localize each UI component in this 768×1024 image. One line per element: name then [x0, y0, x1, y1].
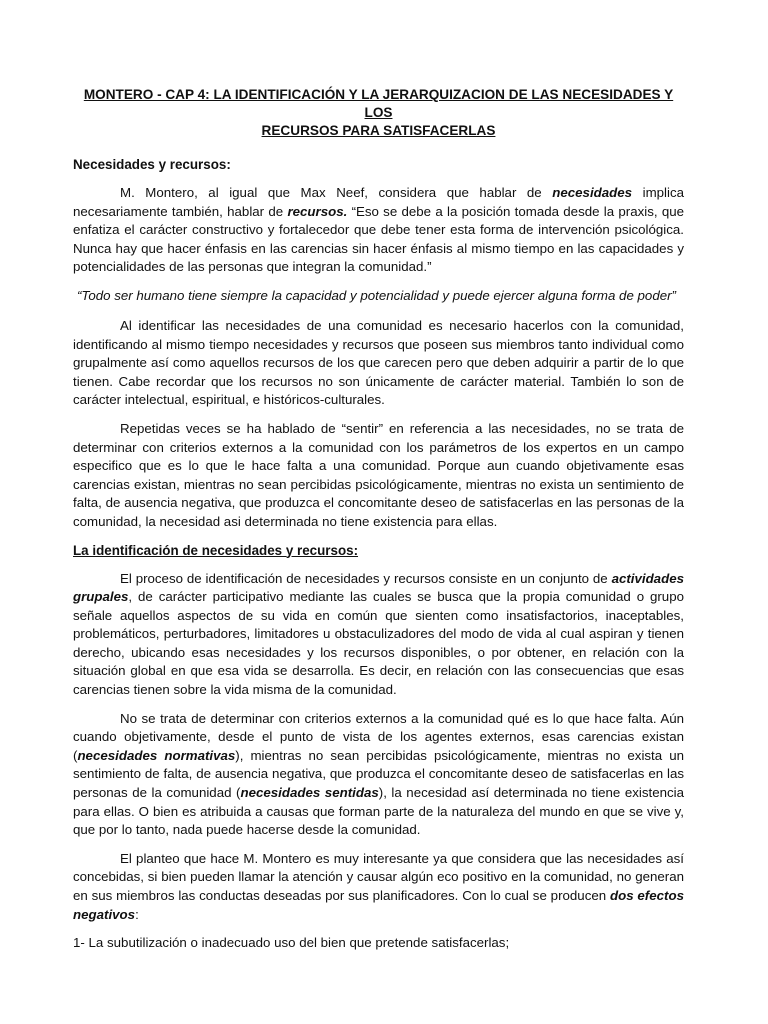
emphasis-necesidades-sentidas: necesidades sentidas	[240, 785, 379, 801]
paragraph-5	[73, 710, 684, 840]
paragraph-6	[73, 850, 684, 924]
list-item-1: 1- La subutilización o inadecuado uso del bien que pretende satisfacerlas;	[73, 935, 510, 951]
emphasis-recursos: recursos.	[287, 203, 348, 219]
paragraph-1	[73, 184, 684, 277]
emphasis-necesidades: necesidades	[552, 185, 633, 200]
emphasis-dos-efectos-negativos: dos efectos negativos	[73, 888, 684, 922]
paragraph-3: Repetidas veces se ha hablado de “sentir” en referencia a las necesidades, no se trata de determinar con criterios externos a la comunidad con los parámetros de los expertos en un campo especifico que es lo que le hace falta a una comunidad. Porque aun cuando objetivamente esas carencias existan, mientras no sean percibidas psicológicamente, mientras no exista un sentimiento de falta, de ausencia negativa, que produzca el concomitante deseo de satisfacerlas en las personas de la comunidad, la necesidad asi determinada no tiene existencia para ellas.	[73, 420, 684, 529]
text-run: No se trata de determinar con criterios externos a la comunidad qué es lo que hace falta. Aún cuando objetivamente, desde el punto de vista de los agentes externos, esas carencias existan (	[73, 710, 684, 763]
text-run: El proceso de identificación de necesidades y recursos consiste en un conjunto de	[120, 570, 612, 586]
text-run: implica necesariamente también, hablar de	[73, 185, 684, 219]
text-run: :	[135, 906, 139, 922]
paragraph-4	[73, 570, 684, 700]
text-run: “Eso se debe a la posición tomada desde la praxis, que enfatiza el carácter constructivo y fortalecedor que debe tener esta forma de intervención psicológica. Nunca hay que hacer énfasis en las carencias sin hacer énfasis al mismo tiempo en las capacidades y potencialidades de las personas que integran la comunidad.”	[73, 203, 685, 275]
text-run: M. Montero, al igual que Max Neef, considera que hablar de	[120, 185, 553, 200]
document-title	[73, 86, 684, 140]
title-line-1: MONTERO - CAP 4: LA IDENTIFICACIÓN Y LA JERARQUIZACION DE LAS NECESIDADES Y LOS	[83, 87, 674, 120]
text-run: ), mientras no sean percibidas psicológicamente, mientras no exista un sentimiento de falta, de ausencia negativa, que produzca el concomitante deseo de satisfacerlas en las personas de la comunidad (	[73, 747, 684, 801]
quote: “Todo ser humano tiene siempre la capacidad y potencialidad y puede ejercer alguna forma de poder”	[77, 287, 676, 303]
paragraph-2: Al identificar las necesidades de una comunidad es necesario hacerlos con la comunidad, identificando al mismo tiempo necesidades y recursos que poseen sus miembros tanto individual como grupalmente así como aquellos recursos de los que carecen pero que deben adquirir a partir de lo que tienen. Cabe recordar que los recursos no son únicamente de carácter material. También lo son de carácter intelectual, espiritual, e históricos-culturales.	[73, 317, 684, 408]
emphasis-necesidades-normativas: necesidades normativas	[77, 747, 236, 763]
emphasis-actividades-grupales: actividades grupales	[73, 570, 684, 605]
section-heading-identificacion: La identificación de necesidades y recursos:	[73, 542, 359, 558]
section-heading-necesidades-recursos: Necesidades y recursos:	[73, 157, 231, 172]
text-run: El planteo que hace M. Montero es muy interesante ya que considera que las necesidades así concebidas, si bien pueden llamar la atención y causar algún eco positivo en la comunidad, no generan en sus miembros las conductas deseadas por sus planificadores. Con lo cual se producen	[73, 850, 684, 903]
text-run: ), la necesidad así determinada no tiene existencia para ellas. O bien es atribuida a causas que forman parte de la naturaleza del mundo en que se vive y, que por lo tanto, nada puede hacerse desde la comunidad.	[73, 785, 684, 838]
text-run: , de carácter participativo mediante las cuales se busca que la propia comunidad o grupo señale aquellos aspectos de su vida en común que sienten como insatisfactorios, inaceptables, problemáticos, perturbadores, limitadores u obstaculizadores del modo de vida al cual aspiran y tienen derecho, ubicando esas necesidades y los recursos disponibles, o por obtener, en relación con la situación global en que esa vida se desarrolla. Es decir, en relación con las consecuencias que esas carencias tienen sobre la vida misma de la comunidad.	[73, 589, 684, 698]
title-line-2: RECURSOS PARA SATISFACERLAS	[261, 123, 496, 138]
